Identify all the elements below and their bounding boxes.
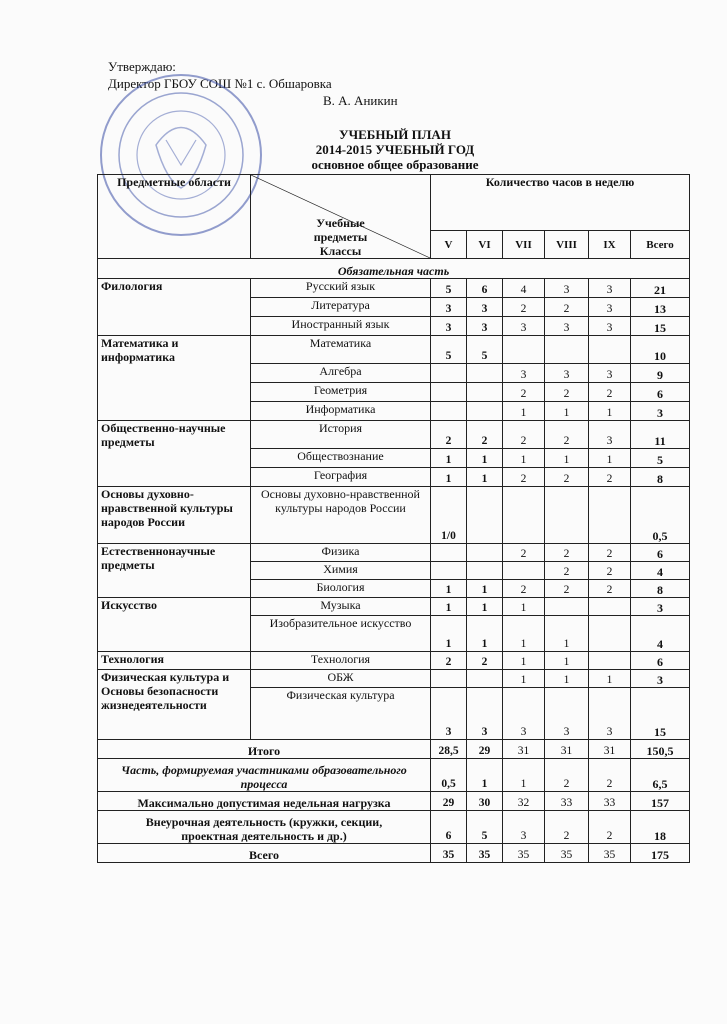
hours-v: 5 xyxy=(431,336,467,364)
hours-viii xyxy=(545,336,589,364)
hours-v: 3 xyxy=(431,298,467,317)
area-math: Математика и информатика xyxy=(98,336,251,421)
subject-name: Информатика xyxy=(251,402,431,421)
hours-vii: 1 xyxy=(503,402,545,421)
hours-vii: 4 xyxy=(503,279,545,298)
hours-ix xyxy=(589,487,631,544)
approval-signatory: В. А. Аникин xyxy=(323,93,398,108)
subject-name: Химия xyxy=(251,562,431,580)
header-hours: Количество часов в неделю xyxy=(431,175,690,231)
summary-v: 0,5 xyxy=(431,759,467,792)
hours-vi: 1 xyxy=(467,580,503,598)
hours-vii: 3 xyxy=(503,317,545,336)
table-row xyxy=(98,544,690,562)
hours-vi: 2 xyxy=(467,421,503,449)
hours-total: 4 xyxy=(631,616,690,652)
summary-vii: 3 xyxy=(503,811,545,844)
hours-vi: 1 xyxy=(467,449,503,468)
subject-name: Математика xyxy=(251,336,431,364)
hours-vi: 3 xyxy=(467,688,503,740)
hours-vi xyxy=(467,544,503,562)
subject-name: Иностранный язык xyxy=(251,317,431,336)
hours-viii: 3 xyxy=(545,279,589,298)
hours-total: 13 xyxy=(631,298,690,317)
hours-v xyxy=(431,402,467,421)
hours-total: 3 xyxy=(631,670,690,688)
area-science: Естественнонаучные предметы xyxy=(98,544,251,598)
table-row xyxy=(98,652,690,670)
summary-vii: 31 xyxy=(503,740,545,759)
hours-v: 5 xyxy=(431,279,467,298)
approval-line-1: Утверждаю: xyxy=(108,59,176,74)
header-subject xyxy=(251,175,431,259)
hours-viii: 3 xyxy=(545,317,589,336)
subject-name: История xyxy=(251,421,431,449)
hours-total: 6 xyxy=(631,383,690,402)
hours-v: 3 xyxy=(431,688,467,740)
grade-ix: IX xyxy=(589,231,631,259)
hours-viii xyxy=(545,598,589,616)
summary-label: Внеурочная деятельность (кружки, секции, проектная деятельность и др.) xyxy=(98,811,431,844)
subject-name: География xyxy=(251,468,431,487)
area-art: Искусство xyxy=(98,598,251,652)
hours-vii: 1 xyxy=(503,652,545,670)
hours-ix xyxy=(589,652,631,670)
hours-viii: 1 xyxy=(545,652,589,670)
summary-ix: 2 xyxy=(589,811,631,844)
hours-ix: 2 xyxy=(589,580,631,598)
hours-v: 1 xyxy=(431,580,467,598)
hours-viii: 1 xyxy=(545,449,589,468)
hours-vii: 1 xyxy=(503,670,545,688)
hours-vii: 1 xyxy=(503,598,545,616)
hours-vii: 2 xyxy=(503,298,545,317)
hours-vii: 2 xyxy=(503,421,545,449)
summary-label: Всего xyxy=(98,844,431,863)
hours-total: 10 xyxy=(631,336,690,364)
table-row xyxy=(98,336,690,364)
hours-viii: 3 xyxy=(545,364,589,383)
hours-ix: 2 xyxy=(589,562,631,580)
hours-vi: 1 xyxy=(467,598,503,616)
hours-total: 8 xyxy=(631,468,690,487)
hours-viii: 2 xyxy=(545,421,589,449)
summary-total: 6,5 xyxy=(631,759,690,792)
hours-v: 1 xyxy=(431,449,467,468)
hours-ix: 1 xyxy=(589,402,631,421)
hours-ix: 3 xyxy=(589,317,631,336)
summary-ix: 2 xyxy=(589,759,631,792)
summary-vii: 32 xyxy=(503,792,545,811)
hours-ix: 2 xyxy=(589,383,631,402)
hours-total: 3 xyxy=(631,598,690,616)
summary-ix: 31 xyxy=(589,740,631,759)
hours-vii: 3 xyxy=(503,364,545,383)
hours-total: 6 xyxy=(631,544,690,562)
document-title xyxy=(230,127,560,172)
summary-viii: 33 xyxy=(545,792,589,811)
hours-ix: 3 xyxy=(589,298,631,317)
curriculum-table xyxy=(97,174,690,863)
summary-row xyxy=(98,792,690,811)
hours-viii: 2 xyxy=(545,580,589,598)
hours-total: 9 xyxy=(631,364,690,383)
hours-vii: 2 xyxy=(503,544,545,562)
hours-v xyxy=(431,364,467,383)
summary-ix: 33 xyxy=(589,792,631,811)
hours-vi xyxy=(467,402,503,421)
hours-ix xyxy=(589,616,631,652)
hours-vii: 2 xyxy=(503,580,545,598)
summary-label: Максимально допустимая недельная нагрузка xyxy=(98,792,431,811)
summary-total: 157 xyxy=(631,792,690,811)
summary-viii: 2 xyxy=(545,759,589,792)
summary-vi: 29 xyxy=(467,740,503,759)
summary-v: 28,5 xyxy=(431,740,467,759)
grade-v: V xyxy=(431,231,467,259)
table-row xyxy=(98,670,690,688)
summary-viii: 2 xyxy=(545,811,589,844)
hours-vi: 1 xyxy=(467,468,503,487)
summary-vi: 30 xyxy=(467,792,503,811)
hours-vii xyxy=(503,487,545,544)
summary-label: Часть, формируемая участниками образовательного процесса xyxy=(98,759,431,792)
section-required: Обязательная часть xyxy=(98,259,690,279)
approval-line-2: Директор ГБОУ СОШ №1 с. Обшаровка xyxy=(108,76,332,91)
summary-vii: 35 xyxy=(503,844,545,863)
subject-name: Русский язык xyxy=(251,279,431,298)
hours-viii: 1 xyxy=(545,670,589,688)
hours-ix: 2 xyxy=(589,468,631,487)
summary-vii: 1 xyxy=(503,759,545,792)
summary-total: 175 xyxy=(631,844,690,863)
table-row xyxy=(98,279,690,298)
hours-total: 15 xyxy=(631,317,690,336)
subject-name: Литература xyxy=(251,298,431,317)
hours-viii xyxy=(545,487,589,544)
hours-v xyxy=(431,544,467,562)
hours-v xyxy=(431,383,467,402)
subject-name: Биология xyxy=(251,580,431,598)
header-subject-label: Учебные предметы Классы xyxy=(313,216,368,258)
hours-v: 1/0 xyxy=(431,487,467,544)
hours-ix: 1 xyxy=(589,449,631,468)
title-line-2: 2014-2015 УЧЕБНЫЙ ГОД xyxy=(315,142,475,157)
hours-v: 3 xyxy=(431,317,467,336)
hours-v: 1 xyxy=(431,616,467,652)
hours-total: 0,5 xyxy=(631,487,690,544)
summary-v: 29 xyxy=(431,792,467,811)
hours-vi: 3 xyxy=(467,298,503,317)
summary-viii: 35 xyxy=(545,844,589,863)
table-row xyxy=(98,487,690,544)
area-spiritual: Основы духовно-нравственной культуры народов России xyxy=(98,487,251,544)
area-pe: Физическая культура и Основы безопасности жизнедеятельности xyxy=(98,670,251,740)
summary-v: 6 xyxy=(431,811,467,844)
hours-vii xyxy=(503,562,545,580)
hours-viii: 2 xyxy=(545,468,589,487)
hours-total: 4 xyxy=(631,562,690,580)
summary-viii: 31 xyxy=(545,740,589,759)
area-philology: Филология xyxy=(98,279,251,336)
summary-row xyxy=(98,740,690,759)
title-line-3: основное общее образование xyxy=(311,157,479,172)
summary-v: 35 xyxy=(431,844,467,863)
hours-ix xyxy=(589,336,631,364)
hours-viii: 1 xyxy=(545,402,589,421)
hours-viii: 2 xyxy=(545,383,589,402)
hours-vii: 3 xyxy=(503,688,545,740)
area-social: Общественно-научные предметы xyxy=(98,421,251,487)
hours-vii: 1 xyxy=(503,449,545,468)
hours-total: 15 xyxy=(631,688,690,740)
header-area: Предметные области xyxy=(98,175,251,259)
subject-name: Музыка xyxy=(251,598,431,616)
hours-total: 21 xyxy=(631,279,690,298)
hours-v: 2 xyxy=(431,421,467,449)
hours-viii: 3 xyxy=(545,688,589,740)
hours-viii: 2 xyxy=(545,562,589,580)
hours-vi: 3 xyxy=(467,317,503,336)
table-row xyxy=(98,421,690,449)
hours-ix: 3 xyxy=(589,364,631,383)
hours-viii: 1 xyxy=(545,616,589,652)
hours-vii: 2 xyxy=(503,468,545,487)
summary-ix: 35 xyxy=(589,844,631,863)
hours-vi: 1 xyxy=(467,616,503,652)
table-row xyxy=(98,598,690,616)
subject-name: Технология xyxy=(251,652,431,670)
hours-vi: 6 xyxy=(467,279,503,298)
hours-vii: 2 xyxy=(503,383,545,402)
subject-name: ОБЖ xyxy=(251,670,431,688)
hours-total: 5 xyxy=(631,449,690,468)
hours-v: 2 xyxy=(431,652,467,670)
hours-viii: 2 xyxy=(545,544,589,562)
grade-total: Всего xyxy=(631,231,690,259)
hours-vi xyxy=(467,670,503,688)
grade-vi: VI xyxy=(467,231,503,259)
hours-v xyxy=(431,562,467,580)
subject-name: Изобразительное искусство xyxy=(251,616,431,652)
hours-v xyxy=(431,670,467,688)
hours-vi xyxy=(467,562,503,580)
summary-vi: 35 xyxy=(467,844,503,863)
hours-ix: 2 xyxy=(589,544,631,562)
subject-name: Физическая культура xyxy=(251,688,431,740)
subject-name: Основы духовно-нравственной культуры народов России xyxy=(251,487,431,544)
summary-vi: 5 xyxy=(467,811,503,844)
summary-row xyxy=(98,844,690,863)
subject-name: Алгебра xyxy=(251,364,431,383)
hours-v: 1 xyxy=(431,468,467,487)
hours-ix: 3 xyxy=(589,279,631,298)
hours-total: 6 xyxy=(631,652,690,670)
subject-name: Физика xyxy=(251,544,431,562)
hours-total: 11 xyxy=(631,421,690,449)
hours-ix: 1 xyxy=(589,670,631,688)
hours-ix xyxy=(589,598,631,616)
hours-vii: 1 xyxy=(503,616,545,652)
hours-vii xyxy=(503,336,545,364)
summary-total: 150,5 xyxy=(631,740,690,759)
summary-vi: 1 xyxy=(467,759,503,792)
grade-viii: VIII xyxy=(545,231,589,259)
hours-ix: 3 xyxy=(589,421,631,449)
summary-label: Итого xyxy=(98,740,431,759)
hours-viii: 2 xyxy=(545,298,589,317)
approval-block xyxy=(108,58,398,109)
title-line-1: УЧЕБНЫЙ ПЛАН xyxy=(339,127,451,142)
hours-vi: 2 xyxy=(467,652,503,670)
hours-total: 8 xyxy=(631,580,690,598)
area-tech: Технология xyxy=(98,652,251,670)
subject-name: Геометрия xyxy=(251,383,431,402)
hours-vi xyxy=(467,487,503,544)
summary-row xyxy=(98,811,690,844)
subject-name: Обществознание xyxy=(251,449,431,468)
hours-vi xyxy=(467,383,503,402)
grade-vii: VII xyxy=(503,231,545,259)
summary-total: 18 xyxy=(631,811,690,844)
summary-row xyxy=(98,759,690,792)
hours-vi xyxy=(467,364,503,383)
hours-ix: 3 xyxy=(589,688,631,740)
hours-vi: 5 xyxy=(467,336,503,364)
hours-total: 3 xyxy=(631,402,690,421)
hours-v: 1 xyxy=(431,598,467,616)
